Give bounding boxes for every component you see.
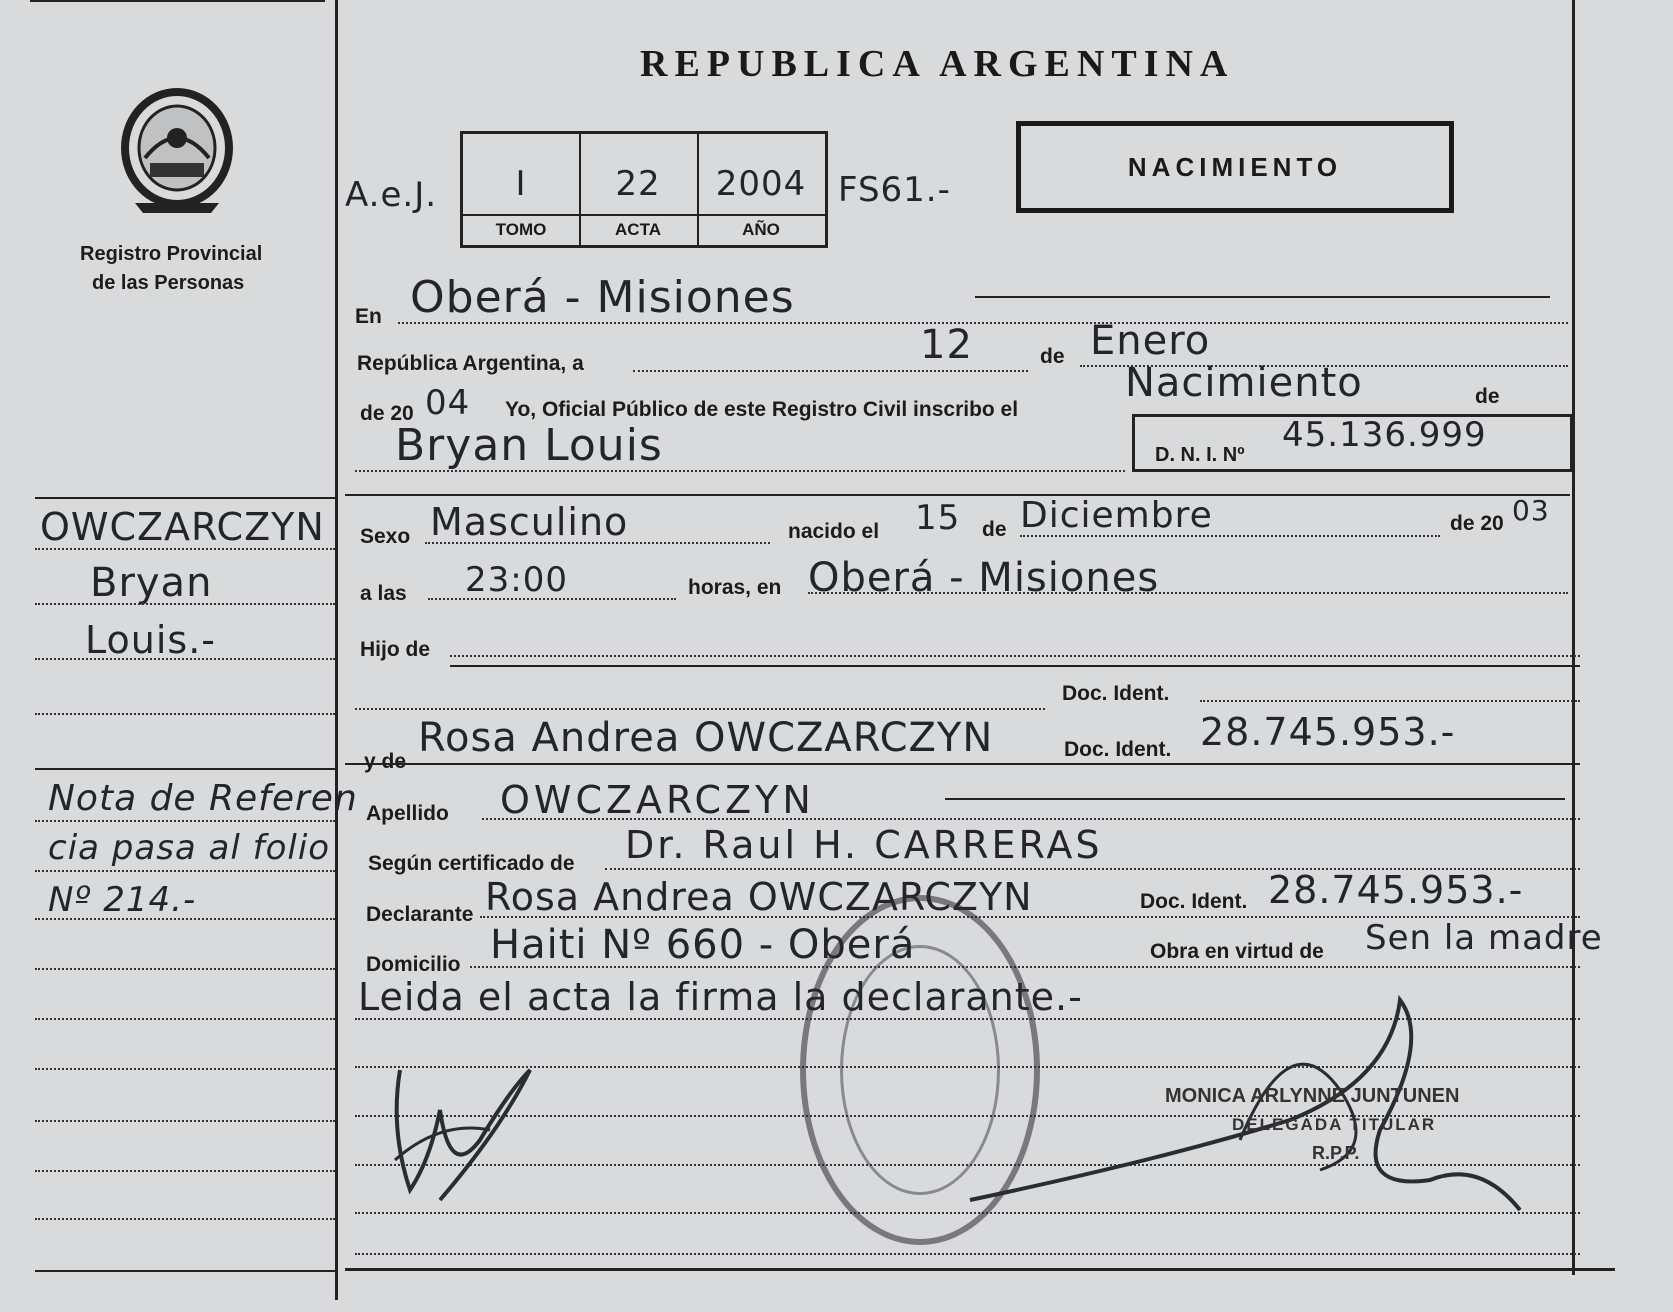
en-value: Oberá - Misiones — [410, 272, 795, 323]
hour-value: 23:00 — [465, 560, 568, 600]
hijo-label: Hijo de — [360, 638, 431, 661]
acta-cell — [579, 134, 699, 245]
signer-name: MONICA ARLYNNE JUNTUNEN — [1165, 1085, 1460, 1107]
domicilio-label: Domicilio — [366, 953, 461, 976]
domicilio-value: Haiti Nº 660 - Oberá — [490, 922, 916, 968]
certificado-value: Dr. Raul H. CARRERAS — [625, 823, 1103, 867]
registry-box — [460, 131, 828, 248]
doc-line — [355, 708, 1045, 710]
acta-value: 22 — [615, 164, 661, 204]
day-value: 12 — [920, 322, 973, 368]
margin-line — [35, 548, 335, 550]
margin-line — [35, 603, 335, 605]
birth-place-value: Oberá - Misiones — [808, 555, 1160, 601]
declarante-label: Declarante — [366, 903, 474, 926]
de-label: de — [1040, 345, 1065, 368]
de-label2: de — [1475, 385, 1500, 408]
record-type-box — [1016, 121, 1454, 213]
registry-separator — [463, 214, 825, 216]
obra-label: Obra en virtud de — [1150, 940, 1324, 963]
remark-value: Leida el acta la firma la declarante.- — [358, 975, 1083, 1019]
inscribe-value: Nacimiento — [1125, 360, 1363, 406]
margin-line — [35, 658, 335, 660]
declarante-doc-value: 28.745.953.- — [1268, 868, 1524, 912]
apellido-value: OWCZARCZYN — [500, 778, 815, 822]
person-name-value: Bryan Louis — [395, 420, 663, 471]
republica-line — [633, 370, 1028, 372]
birth-day-value: 15 — [915, 498, 961, 538]
ano-value: 2004 — [715, 164, 807, 204]
margin-line — [35, 918, 335, 920]
apellido-dash — [945, 798, 1565, 800]
doc-ident-label3: Doc. Ident. — [1140, 890, 1248, 913]
registry-prefix: A.e.J. — [345, 175, 438, 215]
dni-label: D. N. I. Nº — [1155, 444, 1245, 466]
section-rule — [345, 494, 1570, 496]
birth-year-label: de 20 — [1450, 512, 1504, 535]
margin-rule — [35, 768, 335, 770]
en-dash — [975, 296, 1550, 298]
a-las-label: a las — [360, 582, 407, 605]
doc-ident-label: Doc. Ident. — [1062, 682, 1170, 705]
nacido-label: nacido el — [788, 520, 880, 543]
name-line — [355, 470, 1125, 472]
margin-line — [35, 820, 335, 822]
top-rule-left — [30, 0, 325, 2]
mother-doc-value: 28.745.953.- — [1200, 710, 1456, 754]
signer-role: DELEGADA TITULAR — [1232, 1115, 1437, 1134]
apellido-line — [482, 818, 1580, 820]
margin-divider — [335, 0, 338, 1300]
tomo-cell — [463, 134, 581, 245]
margin-line — [35, 870, 335, 872]
blank-line — [355, 1253, 1580, 1255]
margin-note-line3: Nº 214.- — [48, 880, 197, 920]
apellido-label: Apellido — [366, 802, 449, 825]
margin-line — [35, 1170, 335, 1172]
birth-place-line — [808, 592, 1568, 594]
bottom-rule — [345, 1268, 1615, 1271]
birth-year-value: 03 — [1512, 494, 1550, 527]
domicilio-line — [470, 966, 1580, 968]
republica-label: República Argentina, a — [357, 352, 584, 375]
page-title: REPUBLICA ARGENTINA — [640, 43, 1235, 85]
year-prefix-label: de 20 — [360, 402, 414, 425]
de-label3: de — [982, 518, 1007, 541]
issuer-line1: Registro Provincial — [80, 243, 263, 265]
month-value: Enero — [1090, 318, 1211, 364]
record-type: NACIMIENTO — [1127, 151, 1343, 182]
margin-line — [35, 1218, 335, 1220]
declarant-signature-icon — [380, 1050, 550, 1210]
margin-line — [35, 968, 335, 970]
doc-ident-line — [1200, 700, 1580, 702]
tomo-value: I — [515, 164, 527, 204]
horas-label: horas, en — [688, 576, 782, 599]
margin-line — [35, 713, 335, 715]
birth-month-line — [1020, 535, 1440, 537]
ano-cell — [697, 134, 827, 245]
ano-label: AÑO — [742, 220, 780, 239]
sexo-value: Masculino — [430, 500, 629, 544]
acta-label: ACTA — [615, 220, 661, 239]
provincial-seal-icon — [115, 78, 240, 218]
en-label: En — [355, 305, 382, 328]
margin-line — [35, 1018, 335, 1020]
hijo-line — [450, 655, 1580, 657]
margin-given1: Bryan — [90, 560, 213, 606]
hijo-rule — [450, 665, 1580, 667]
dni-value: 45.136.999 — [1282, 415, 1487, 455]
margin-note-line2: cia pasa al folio — [48, 828, 331, 868]
yo-label: Yo, Oficial Público de este Registro Civil inscribo el — [505, 398, 1019, 421]
segun-label: Según certificado de — [368, 852, 575, 875]
margin-line — [35, 1120, 335, 1122]
margin-given2: Louis.- — [85, 618, 216, 662]
y-de-label: y de — [364, 750, 407, 773]
year-suffix-value: 04 — [425, 383, 471, 423]
mother-value: Rosa Andrea OWCZARCZYN — [418, 715, 994, 761]
right-border — [1572, 0, 1575, 1275]
mother-rule — [345, 763, 1580, 765]
sexo-label: Sexo — [360, 525, 411, 548]
margin-rule-top — [35, 497, 335, 499]
issuer-line2: de las Personas — [92, 272, 245, 294]
declarante-value: Rosa Andrea OWCZARCZYN — [485, 875, 1033, 919]
margin-line — [35, 1068, 335, 1070]
birth-month-value: Diciembre — [1020, 495, 1213, 536]
tomo-label: TOMO — [495, 220, 547, 239]
margin-note-line1: Nota de Referen — [48, 778, 358, 819]
obra-value: Sen la madre — [1365, 918, 1603, 958]
folio-value: FS61.- — [838, 170, 951, 210]
margin-rule-bottom — [35, 1270, 335, 1272]
margin-surname: OWCZARCZYN — [40, 505, 325, 549]
doc-ident-label2: Doc. Ident. — [1064, 738, 1172, 761]
signer-office: R.P.P. — [1312, 1143, 1360, 1163]
